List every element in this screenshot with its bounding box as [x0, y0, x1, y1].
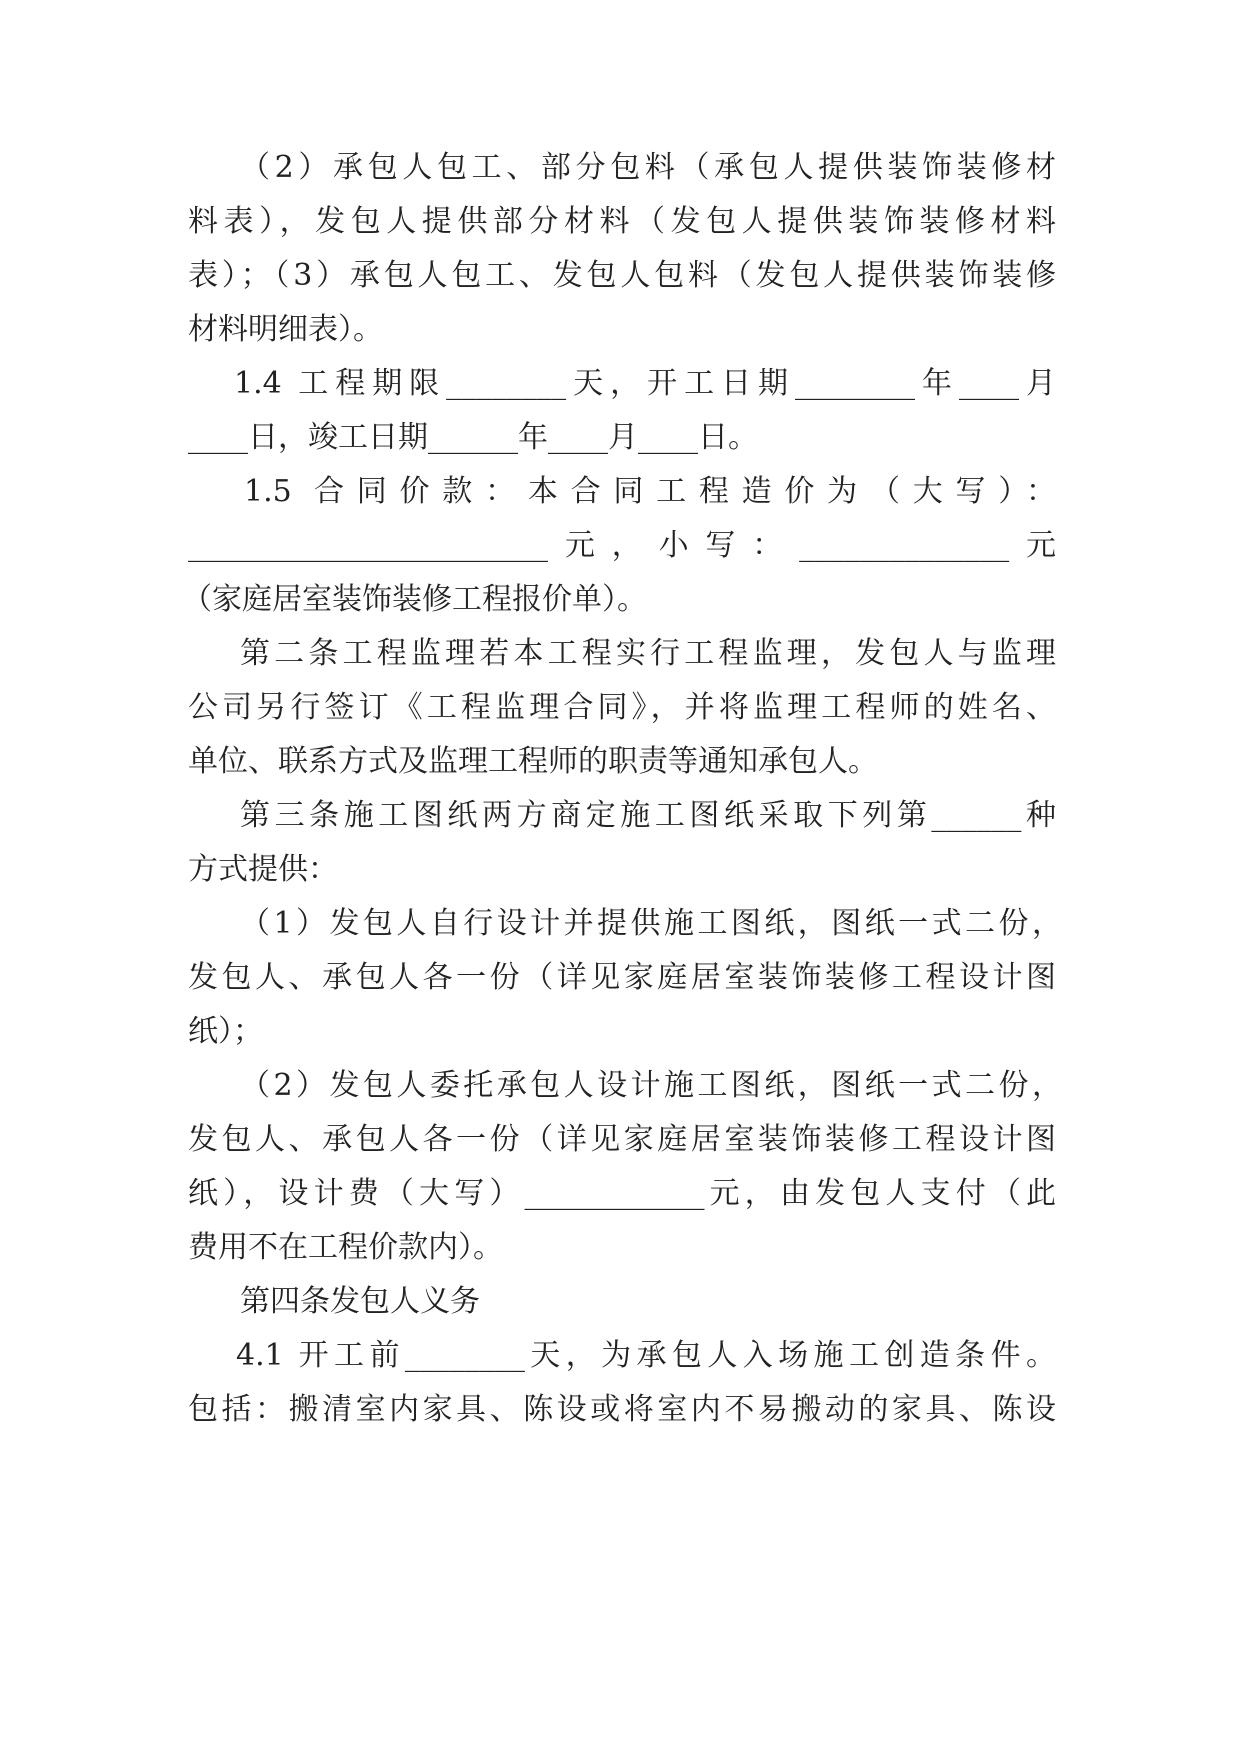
text-line: 发包人、承包人各一份（详见家庭居室装饰装修工程设计图 [188, 960, 1056, 995]
text-line: 费用不在工程价款内）。 [188, 1230, 503, 1265]
text-line: ____日，竣工日期______年____月____日。 [188, 420, 758, 455]
text-line: 方式提供： [188, 852, 338, 887]
text-line: 4.1 开工前________天，为承包人入场施工创造条件。 [236, 1338, 1056, 1373]
text-line: （1）发包人自行设计并提供施工图纸，图纸一式二份， [240, 906, 1062, 941]
text-line: 料表），发包人提供部分材料（发包人提供装饰装修材料 [188, 204, 1056, 239]
text-line: 表）；（3）承包人包工、发包人包料（发包人提供装饰装修 [188, 258, 1056, 293]
text-line: 纸）； [188, 1014, 263, 1049]
text-line: 第二条工程监理若本工程实行工程监理，发包人与监理 [240, 636, 1056, 671]
text-line: 纸），设计费（大写）____________元，由发包人支付（此 [188, 1176, 1056, 1211]
text-line: 1.5 合同价款：本合同工程造价为（大写）： [244, 474, 1056, 509]
text-line: 包括：搬清室内家具、陈设或将室内不易搬动的家具、陈设 [188, 1392, 1056, 1427]
text-line: 发包人、承包人各一份（详见家庭居室装饰装修工程设计图 [188, 1122, 1056, 1157]
text-line: 1.4 工程期限________天，开工日期________年____月 [234, 366, 1056, 401]
text-line: ________________________元，小写：______________元 [188, 528, 1056, 563]
text-line: 材料明细表）。 [188, 312, 383, 347]
text-line: （2）承包人包工、部分包料（承包人提供装饰装修材 [240, 150, 1056, 185]
text-line: （家庭居室装饰装修工程报价单）。 [182, 582, 647, 617]
text-line: （2）发包人委托承包人设计施工图纸，图纸一式二份， [240, 1068, 1062, 1103]
text-line: 公司另行签订《工程监理合同》，并将监理工程师的姓名、 [188, 690, 1056, 725]
text-line: 第三条施工图纸两方商定施工图纸采取下列第______种 [240, 798, 1056, 833]
text-line: 第四条发包人义务 [240, 1284, 480, 1319]
text-line: 单位、联系方式及监理工程师的职责等通知承包人。 [188, 744, 878, 779]
